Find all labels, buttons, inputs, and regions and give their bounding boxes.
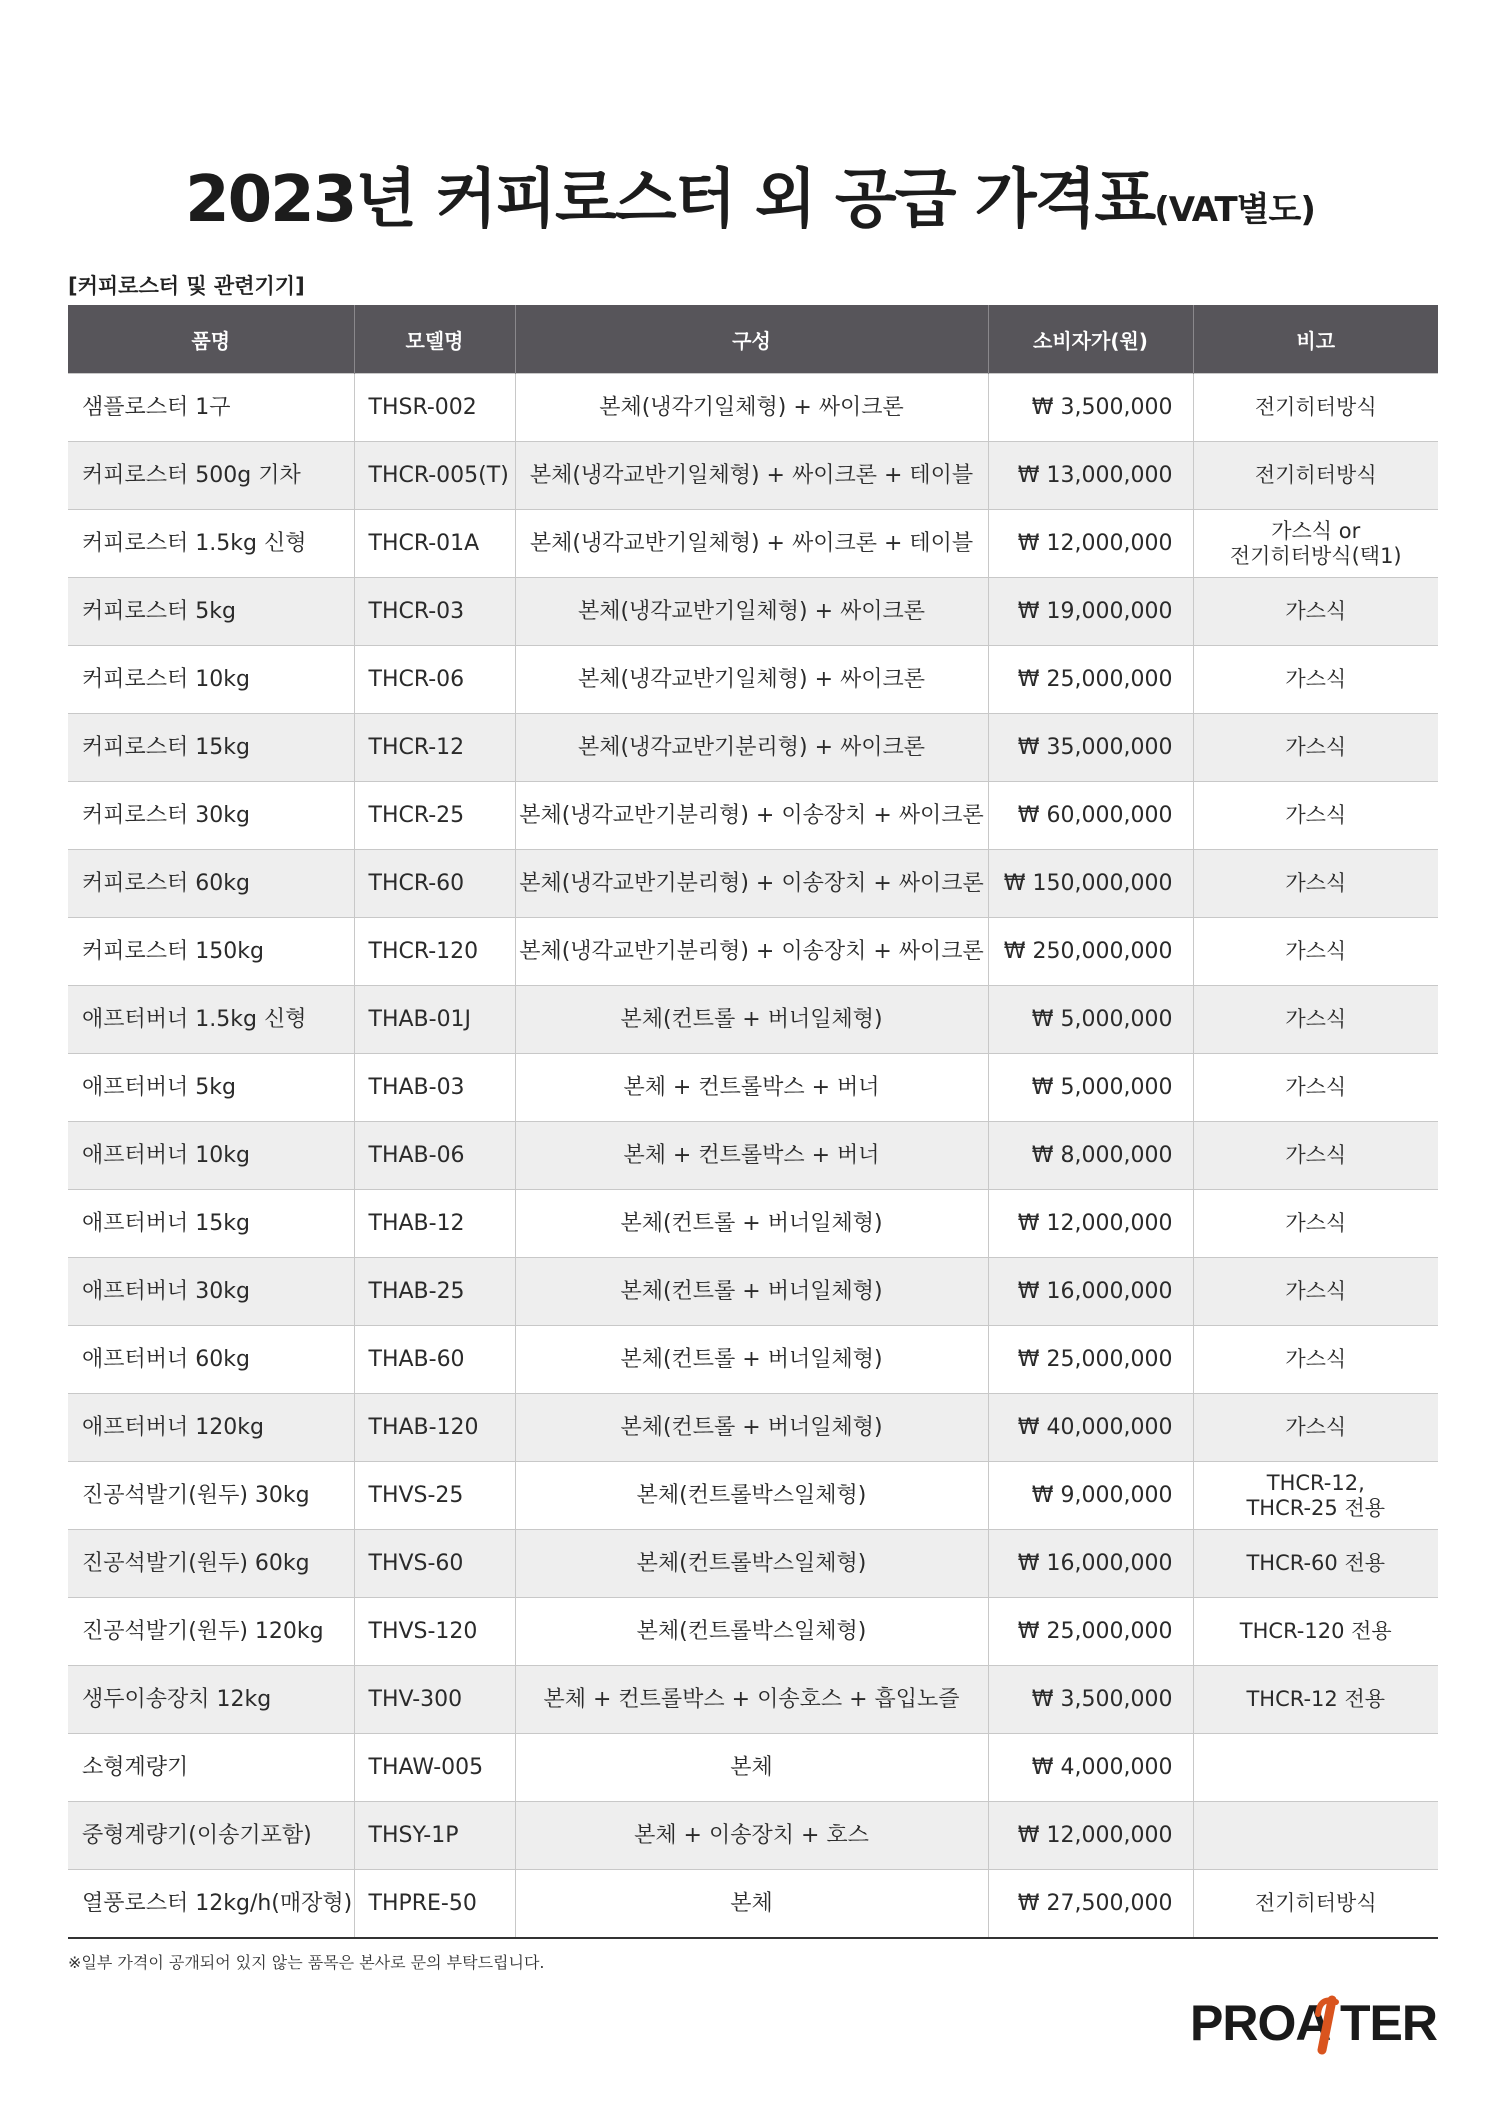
cell-price: ₩ 8,000,000	[988, 1122, 1193, 1190]
table-row	[68, 510, 1438, 578]
price-table	[68, 305, 1438, 1939]
cell-model: THAB-120	[354, 1394, 515, 1462]
cell-price: ₩ 12,000,000	[988, 510, 1193, 578]
table-row	[68, 986, 1438, 1054]
svg-text:TER: TER	[1340, 1995, 1437, 2051]
table-row	[68, 1666, 1438, 1734]
table-row	[68, 1802, 1438, 1870]
cell-price: ₩ 25,000,000	[988, 1326, 1193, 1394]
cell-price: ₩ 3,500,000	[988, 1666, 1193, 1734]
cell-name: 생두이송장치 12kg	[68, 1666, 354, 1734]
cell-composition: 본체(컨트롤 + 버너일체형)	[515, 1394, 988, 1462]
table-row	[68, 1530, 1438, 1598]
cell-composition: 본체(컨트롤박스일체형)	[515, 1530, 988, 1598]
table-row	[68, 714, 1438, 782]
cell-note	[1193, 1802, 1438, 1870]
cell-name: 열풍로스터 12kg/h(매장형)	[68, 1870, 354, 1939]
cell-note	[1193, 1734, 1438, 1802]
cell-price: ₩ 35,000,000	[988, 714, 1193, 782]
proaster-logo	[1190, 1990, 1440, 2056]
table-header-row	[68, 305, 1438, 374]
cell-note: 가스식	[1193, 1190, 1438, 1258]
table-row	[68, 1258, 1438, 1326]
svg-text:PROA: PROA	[1190, 1995, 1331, 2051]
cell-note: THCR-12, THCR-25 전용	[1193, 1462, 1438, 1530]
cell-name: 중형계량기(이송기포함)	[68, 1802, 354, 1870]
cell-price: ₩ 12,000,000	[988, 1802, 1193, 1870]
cell-note: 가스식	[1193, 850, 1438, 918]
cell-price: ₩ 5,000,000	[988, 986, 1193, 1054]
cell-composition: 본체(냉각교반기분리형) + 이송장치 + 싸이크론	[515, 782, 988, 850]
cell-name: 진공석발기(원두) 30kg	[68, 1462, 354, 1530]
cell-composition: 본체 + 이송장치 + 호스	[515, 1802, 988, 1870]
title-suffix: (VAT별도)	[1154, 190, 1315, 230]
table-row	[68, 918, 1438, 986]
cell-price: ₩ 60,000,000	[988, 782, 1193, 850]
cell-model: THCR-03	[354, 578, 515, 646]
cell-model: THCR-01A	[354, 510, 515, 578]
cell-note: 가스식	[1193, 782, 1438, 850]
cell-price: ₩ 25,000,000	[988, 1598, 1193, 1666]
cell-name: 커피로스터 30kg	[68, 782, 354, 850]
cell-price: ₩ 16,000,000	[988, 1258, 1193, 1326]
cell-name: 커피로스터 15kg	[68, 714, 354, 782]
cell-model: THAB-60	[354, 1326, 515, 1394]
cell-price: ₩ 12,000,000	[988, 1190, 1193, 1258]
cell-price: ₩ 250,000,000	[988, 918, 1193, 986]
cell-note: 가스식	[1193, 1054, 1438, 1122]
cell-note: 가스식	[1193, 986, 1438, 1054]
table-row	[68, 374, 1438, 442]
cell-note: 가스식	[1193, 1122, 1438, 1190]
cell-note: 가스식	[1193, 918, 1438, 986]
cell-price: ₩ 150,000,000	[988, 850, 1193, 918]
cell-note: THCR-120 전용	[1193, 1598, 1438, 1666]
cell-model: THSR-002	[354, 374, 515, 442]
cell-composition: 본체(컨트롤박스일체형)	[515, 1598, 988, 1666]
cell-price: ₩ 16,000,000	[988, 1530, 1193, 1598]
cell-name: 커피로스터 500g 기차	[68, 442, 354, 510]
cell-composition: 본체(냉각교반기분리형) + 이송장치 + 싸이크론	[515, 918, 988, 986]
cell-price: ₩ 19,000,000	[988, 578, 1193, 646]
table-row	[68, 1870, 1438, 1939]
cell-price: ₩ 27,500,000	[988, 1870, 1193, 1939]
cell-name: 진공석발기(원두) 120kg	[68, 1598, 354, 1666]
cell-model: THAB-25	[354, 1258, 515, 1326]
cell-note: 가스식	[1193, 1394, 1438, 1462]
cell-composition: 본체(컨트롤 + 버너일체형)	[515, 1326, 988, 1394]
cell-composition: 본체(냉각교반기분리형) + 이송장치 + 싸이크론	[515, 850, 988, 918]
table-row	[68, 578, 1438, 646]
cell-composition: 본체(컨트롤 + 버너일체형)	[515, 986, 988, 1054]
cell-name: 샘플로스터 1구	[68, 374, 354, 442]
cell-price: ₩ 4,000,000	[988, 1734, 1193, 1802]
table-row	[68, 782, 1438, 850]
cell-note: THCR-12 전용	[1193, 1666, 1438, 1734]
cell-model: THAB-12	[354, 1190, 515, 1258]
cell-model: THSY-1P	[354, 1802, 515, 1870]
cell-name: 커피로스터 5kg	[68, 578, 354, 646]
table-row	[68, 1326, 1438, 1394]
title-main: 2023년 커피로스터 외 공급 가격표	[185, 163, 1155, 237]
cell-price: ₩ 40,000,000	[988, 1394, 1193, 1462]
cell-composition: 본체	[515, 1734, 988, 1802]
cell-note: 전기히터방식	[1193, 374, 1438, 442]
cell-name: 커피로스터 10kg	[68, 646, 354, 714]
cell-model: THPRE-50	[354, 1870, 515, 1939]
cell-name: 애프터버너 5kg	[68, 1054, 354, 1122]
cell-composition: 본체(냉각교반기일체형) + 싸이크론	[515, 578, 988, 646]
table-row	[68, 646, 1438, 714]
cell-model: THAB-03	[354, 1054, 515, 1122]
cell-composition: 본체 + 컨트롤박스 + 이송호스 + 흡입노즐	[515, 1666, 988, 1734]
cell-composition: 본체(냉각기일체형) + 싸이크론	[515, 374, 988, 442]
cell-note: 가스식 or 전기히터방식(택1)	[1193, 510, 1438, 578]
cell-price: ₩ 3,500,000	[988, 374, 1193, 442]
header-name: 품명	[68, 305, 354, 374]
cell-model: THVS-25	[354, 1462, 515, 1530]
cell-composition: 본체 + 컨트롤박스 + 버너	[515, 1122, 988, 1190]
cell-composition: 본체(컨트롤 + 버너일체형)	[515, 1190, 988, 1258]
cell-composition: 본체(냉각교반기일체형) + 싸이크론 + 테이블	[515, 510, 988, 578]
cell-model: THCR-60	[354, 850, 515, 918]
cell-name: 애프터버너 1.5kg 신형	[68, 986, 354, 1054]
table-row	[68, 850, 1438, 918]
cell-model: THAW-005	[354, 1734, 515, 1802]
table-body	[68, 374, 1438, 1939]
cell-model: THAB-06	[354, 1122, 515, 1190]
cell-composition: 본체(냉각교반기분리형) + 싸이크론	[515, 714, 988, 782]
cell-model: THCR-120	[354, 918, 515, 986]
cell-name: 애프터버너 15kg	[68, 1190, 354, 1258]
cell-model: THCR-12	[354, 714, 515, 782]
cell-composition: 본체(컨트롤 + 버너일체형)	[515, 1258, 988, 1326]
table-row	[68, 1394, 1438, 1462]
cell-model: THCR-005(T)	[354, 442, 515, 510]
cell-model: THVS-60	[354, 1530, 515, 1598]
cell-composition: 본체 + 컨트롤박스 + 버너	[515, 1054, 988, 1122]
cell-model: THV-300	[354, 1666, 515, 1734]
footnote: ※일부 가격이 공개되어 있지 않는 품목은 본사로 문의 부탁드립니다.	[68, 1953, 545, 1972]
header-price: 소비자가(원)	[988, 305, 1193, 374]
cell-composition: 본체(냉각교반기일체형) + 싸이크론	[515, 646, 988, 714]
cell-name: 소형계량기	[68, 1734, 354, 1802]
section-title: [커피로스터 및 관련기기]	[68, 274, 305, 298]
table-row	[68, 1054, 1438, 1122]
cell-model: THCR-06	[354, 646, 515, 714]
table-row	[68, 442, 1438, 510]
logo-graphic	[1190, 1990, 1440, 2056]
table-row	[68, 1598, 1438, 1666]
cell-composition: 본체(냉각교반기일체형) + 싸이크론 + 테이블	[515, 442, 988, 510]
cell-name: 커피로스터 1.5kg 신형	[68, 510, 354, 578]
cell-price: ₩ 5,000,000	[988, 1054, 1193, 1122]
cell-note: 전기히터방식	[1193, 442, 1438, 510]
cell-model: THCR-25	[354, 782, 515, 850]
cell-note: 가스식	[1193, 1326, 1438, 1394]
cell-price: ₩ 25,000,000	[988, 646, 1193, 714]
cell-note: 가스식	[1193, 1258, 1438, 1326]
cell-name: 애프터버너 10kg	[68, 1122, 354, 1190]
cell-price: ₩ 9,000,000	[988, 1462, 1193, 1530]
cell-name: 커피로스터 150kg	[68, 918, 354, 986]
cell-name: 애프터버너 120kg	[68, 1394, 354, 1462]
cell-note: 가스식	[1193, 578, 1438, 646]
cell-name: 애프터버너 30kg	[68, 1258, 354, 1326]
cell-note: 가스식	[1193, 714, 1438, 782]
cell-price: ₩ 13,000,000	[988, 442, 1193, 510]
table-row	[68, 1462, 1438, 1530]
cell-note: 가스식	[1193, 646, 1438, 714]
cell-composition: 본체(컨트롤박스일체형)	[515, 1462, 988, 1530]
header-note: 비고	[1193, 305, 1438, 374]
table-row	[68, 1734, 1438, 1802]
table-row	[68, 1190, 1438, 1258]
cell-name: 커피로스터 60kg	[68, 850, 354, 918]
header-composition: 구성	[515, 305, 988, 374]
cell-model: THAB-01J	[354, 986, 515, 1054]
cell-name: 진공석발기(원두) 60kg	[68, 1530, 354, 1598]
cell-name: 애프터버너 60kg	[68, 1326, 354, 1394]
table-row	[68, 1122, 1438, 1190]
header-model: 모델명	[354, 305, 515, 374]
cell-note: THCR-60 전용	[1193, 1530, 1438, 1598]
cell-note: 전기히터방식	[1193, 1870, 1438, 1939]
page-title	[0, 148, 1500, 240]
cell-model: THVS-120	[354, 1598, 515, 1666]
cell-composition: 본체	[515, 1870, 988, 1939]
